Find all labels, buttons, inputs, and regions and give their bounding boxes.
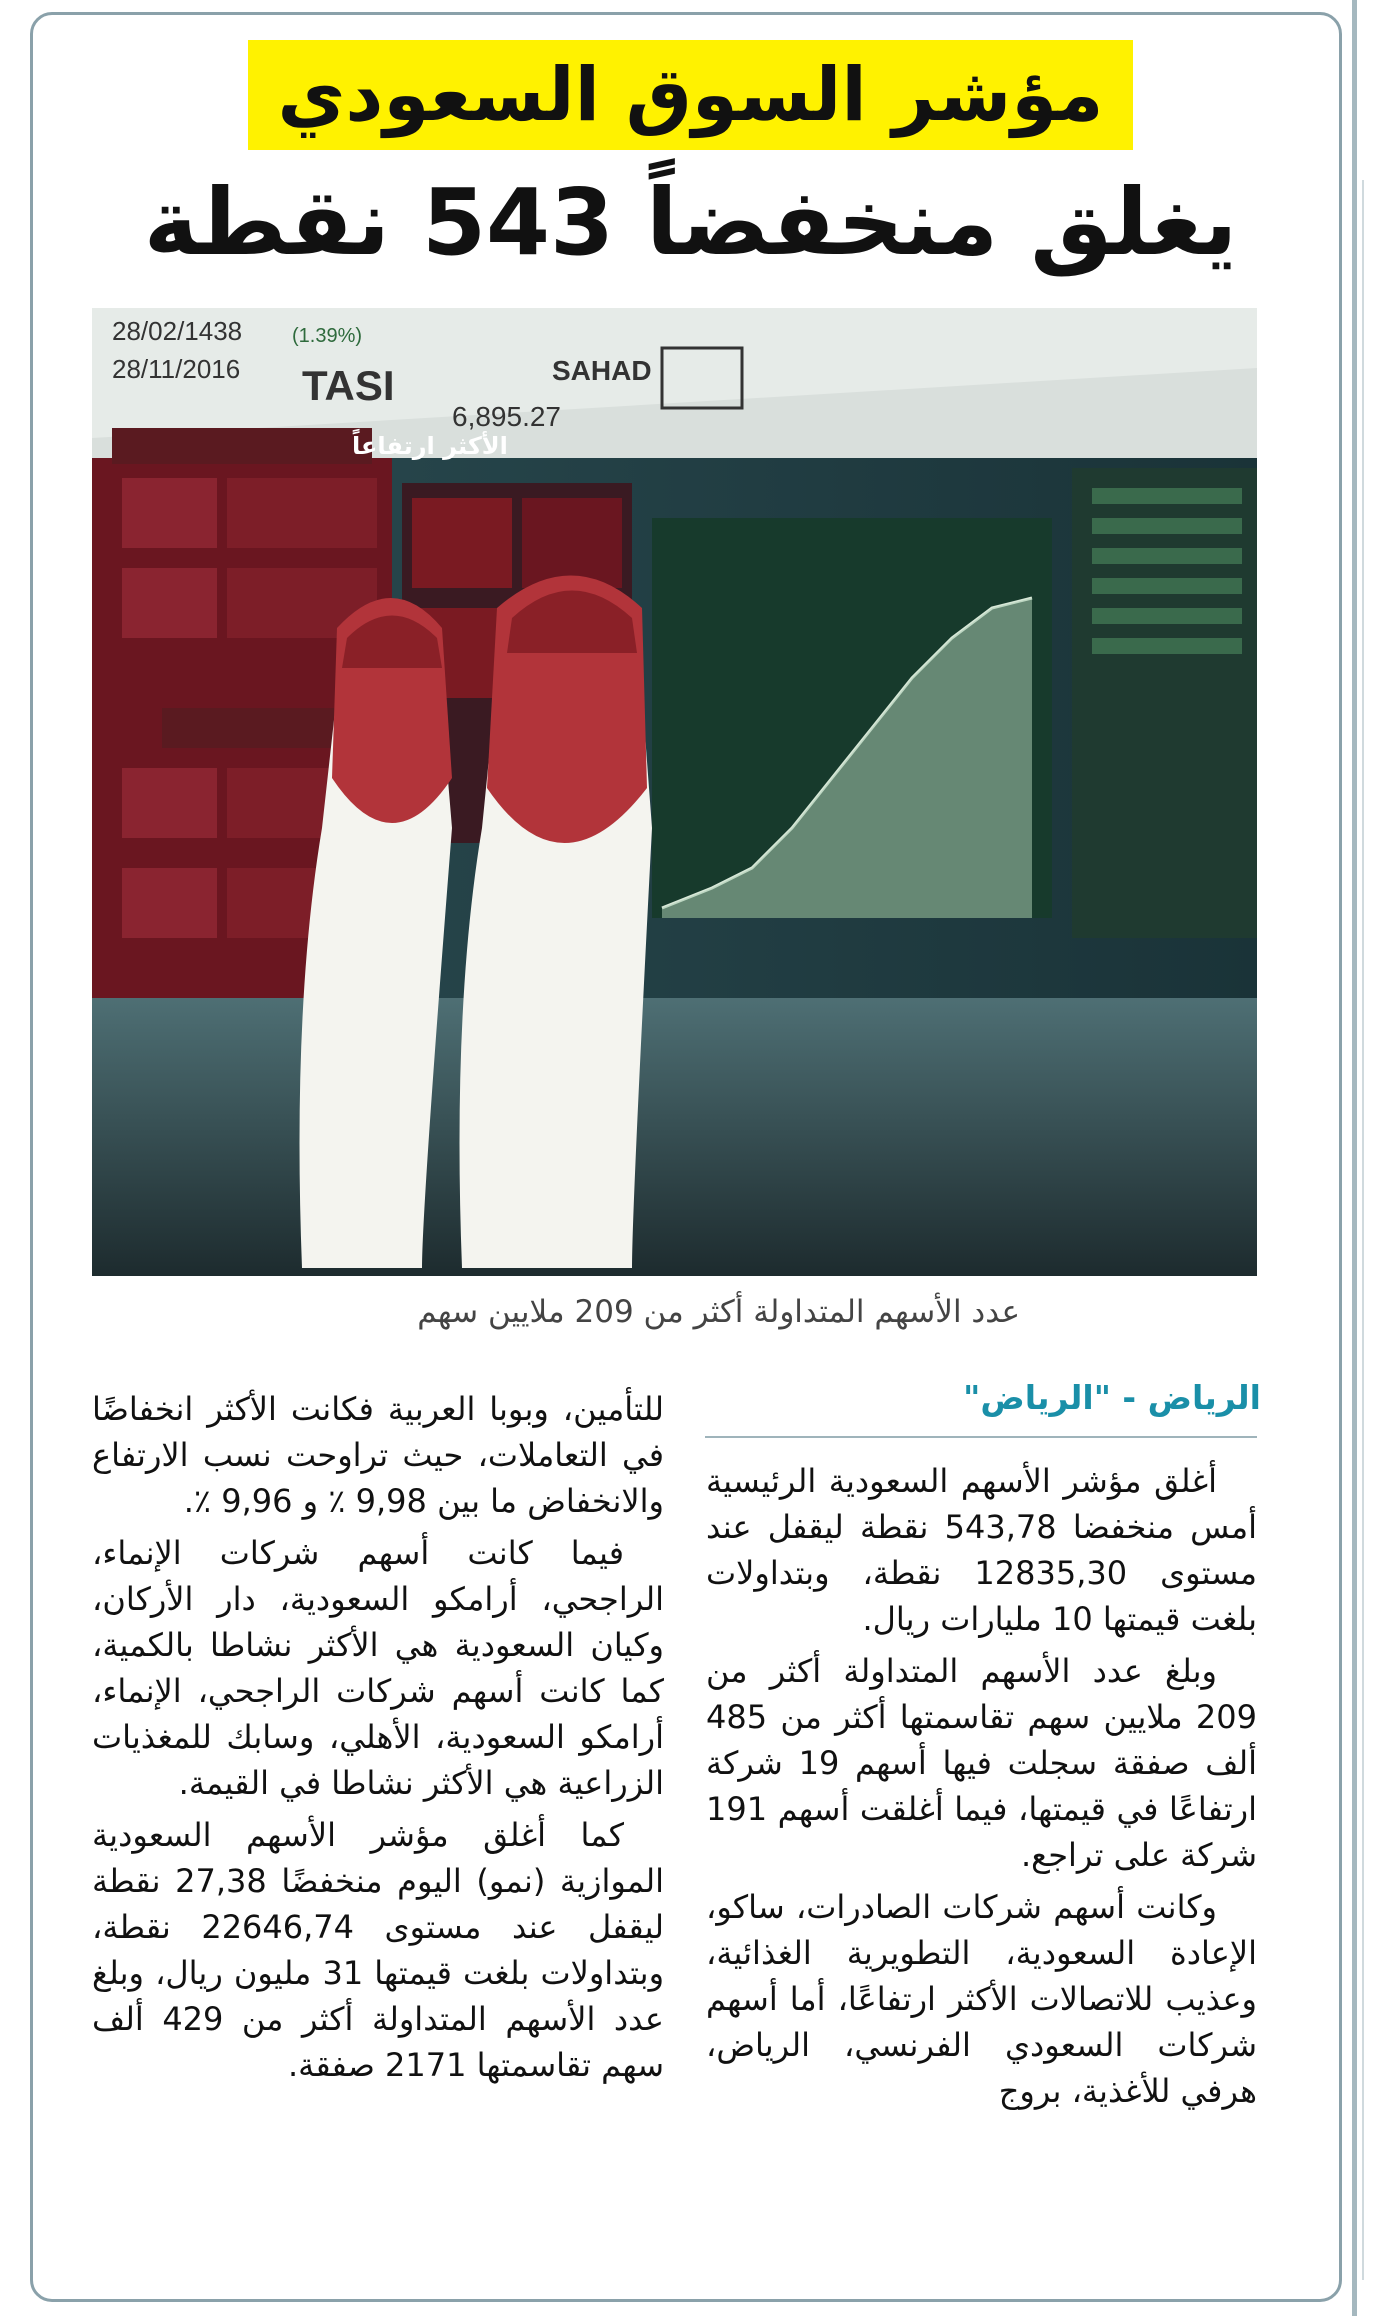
paragraph: للتأمين، وبوبا العربية فكانت الأكثر انخفاضًا في التعاملات، حيث تراوحت نسب الارتفاع والانخفاض ما بين 9,98 ٪ و 9,96 ٪.: [92, 1390, 664, 1520]
headline-highlighted: مؤشر السوق السعودي: [248, 40, 1134, 150]
screen-cell: [227, 478, 377, 548]
paragraph: وكانت أسهم شركات الصادرات، ساكو، الإعادة السعودية، التطويرية الغذائية، وعذيب للاتصالات الأكثر ارتفاعًا، أما أسهم شركات السعودي الفرنسي، الرياض، هرفي للأغذية، بروج: [706, 1888, 1257, 2110]
article-column-left: [92, 1386, 664, 2094]
dateline: الرياض - "الرياض": [963, 1378, 1261, 1417]
paragraph: فيما كانت أسهم شركات الإنماء، الراجحي، أرامكو السعودية، دار الأركان، وكيان السعودية هي الأكثر نشاطا بالكمية، كما كانت أسهم شركات الراجحي، الإنماء، أرامكو السعودية، الأهلي، وسابك للمغذيات الزراعية هي الأكثر نشاطا في القيمة.: [92, 1534, 664, 1802]
photo-caption: عدد الأسهم المتداولة أكثر من 209 ملايين سهم: [417, 1294, 1020, 1330]
screen-cell: [412, 498, 512, 588]
headline-main: يغلق منخفضاً 543 نقطة: [143, 169, 1238, 276]
board-index-name: TASI: [302, 362, 395, 409]
board-index-change: (1.39%): [292, 325, 363, 347]
board-brand: SAHAD: [552, 355, 652, 386]
side-rule-thin: [1362, 180, 1364, 2280]
board-label-rising: الأكثر ارتفاعاً: [352, 432, 508, 460]
screen-row: [1092, 488, 1242, 504]
board-date-hijri: 28/02/1438: [112, 316, 243, 346]
dateline-rule: [705, 1436, 1257, 1438]
screen-row: [1092, 608, 1242, 624]
screen-cell: [122, 568, 217, 638]
screen-cell: [122, 868, 217, 938]
screen-cell: [122, 478, 217, 548]
screen-cell: [522, 498, 622, 588]
headline-top-wrap: [0, 40, 1381, 150]
screen-left-header: [112, 428, 372, 464]
board-index-value: 6,895.27: [452, 401, 561, 432]
screen-row: [1092, 548, 1242, 564]
paragraph: وبلغ عدد الأسهم المتداولة أكثر من 209 ملايين سهم تقاسمتها أكثر من 485 ألف صفقة سجلت فيها أسهم 19 شركة ارتفاعًا في قيمتها، فيما أغلقت أسهم 191 شركة على تراجع.: [706, 1652, 1258, 1874]
screen-row: [1092, 638, 1242, 654]
floor: [92, 998, 1257, 1276]
side-rule: [1352, 0, 1357, 2316]
stock-exchange-photo: [92, 308, 1257, 1276]
paragraph: أغلق مؤشر الأسهم السعودية الرئيسية أمس منخفضا 543,78 نقطة ليقفل عند مستوى 12835,30 نقطة، وبتداولات بلغت قيمتها 10 مليارات ريال.: [706, 1462, 1258, 1638]
board-date-gregorian: 28/11/2016: [112, 354, 241, 384]
screen-cell: [122, 768, 217, 838]
paragraph: كما أغلق مؤشر الأسهم السعودية الموازية (نمو) اليوم منخفضًا 27,38 نقطة ليقفل عند مستوى 22646,74 نقطة، وبتداولات بلغت قيمتها 31 مليون ريال، وبلغ عدد الأسهم المتداولة أكثر من 429 ألف سهم تقاسمتها 2171 صفقة.: [92, 1816, 665, 2084]
news-photo: [92, 308, 1257, 1276]
screen-row: [1092, 578, 1242, 594]
screen-row: [1092, 518, 1242, 534]
article-column-right: [706, 1458, 1257, 2120]
screen-right: [1072, 468, 1257, 938]
